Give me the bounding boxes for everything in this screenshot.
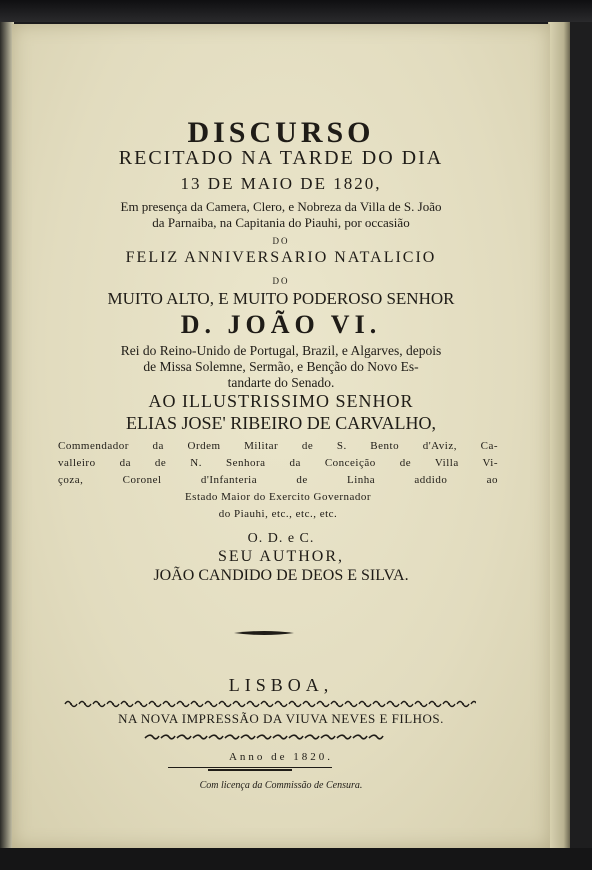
connector-do-2: DO — [272, 276, 290, 286]
presence-line-1: Em presença da Camera, Clero, e Nobreza da Villa de S. João — [120, 199, 442, 214]
double-rule — [168, 767, 332, 771]
titles-line-1: Commendador da Ordem Militar de S. Bento d'Aviz, Ca- — [58, 440, 498, 452]
titles-line-5: do Piauhi, etc., etc., etc. — [218, 508, 338, 520]
date-line: 13 DE MAIO DE 1820, — [180, 174, 382, 193]
author-label: SEU AUTHOR, — [217, 548, 344, 565]
scan-right-border — [570, 22, 592, 870]
king-line-1: Rei do Reino-Unido de Portugal, Brazil, e Algarves, depois — [120, 343, 442, 358]
decorative-border-top — [64, 699, 476, 709]
subtitle: RECITADO NA TARDE DO DIA — [118, 147, 444, 169]
scan-top-border — [0, 0, 592, 22]
imprint-city: LISBOA, — [228, 675, 334, 695]
titles-line-4: Estado Maior do Exercito Governador — [184, 491, 372, 503]
titles-line-3: çoza, Coronel d'Infanteria de Linha addido ao — [58, 474, 498, 486]
odc-line: O. D. e C. — [247, 531, 315, 546]
honorific-line: MUITO ALTO, E MUITO PODEROSO SENHOR — [107, 289, 455, 308]
dedication-line: AO ILLUSTRISSIMO SENHOR — [148, 391, 414, 411]
king-name: D. JOÃO VI. — [180, 310, 382, 339]
titles-line-2: valleiro da de N. Senhora da Conceição de Villa Vi- — [58, 457, 498, 469]
presence-line-2: da Parnaiba, na Capitania do Piauhi, por occasião — [152, 215, 410, 230]
ornamental-rule — [234, 630, 294, 636]
imprint-year: Anno de 1820. — [228, 751, 334, 763]
decorative-border-bottom — [144, 732, 384, 742]
dedicatee-name: ELIAS JOSE' RIBEIRO DE CARVALHO, — [126, 413, 436, 433]
title-page — [12, 24, 550, 848]
page-edge — [548, 22, 570, 850]
author-name: JOÃO CANDIDO DE DEOS E SILVA. — [153, 567, 409, 584]
occasion-line: FELIZ ANNIVERSARIO NATALICIO — [125, 249, 437, 266]
imprint-printer: NA NOVA IMPRESSÃO DA VIUVA NEVES E FILHOS. — [118, 711, 444, 726]
title: DISCURSO — [187, 116, 375, 149]
connector-do-1: DO — [272, 236, 290, 246]
censorship-license: Com licença da Commissão de Censura. — [199, 780, 363, 791]
king-line-2: de Missa Solemne, Sermão, e Benção do Novo Es- — [143, 359, 419, 374]
king-line-3: tandarte do Senado. — [227, 375, 335, 390]
scan-bottom-border — [0, 848, 592, 870]
